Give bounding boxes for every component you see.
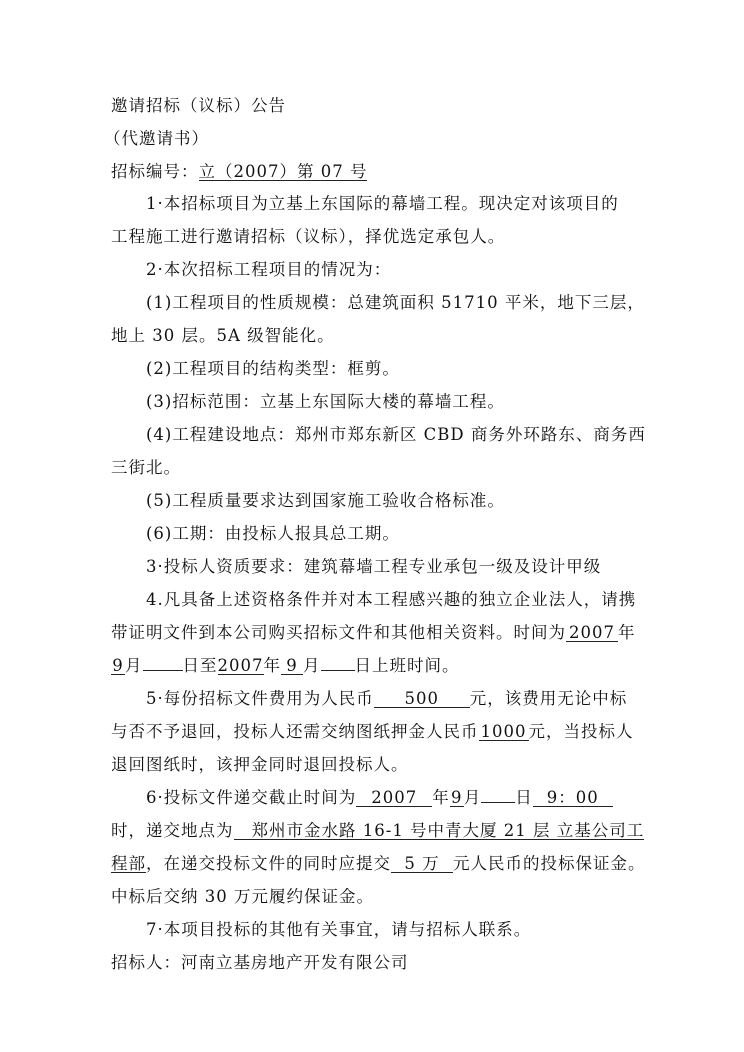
submission-place-cont: 程部 xyxy=(111,854,146,873)
purchase-end-year: 2007 xyxy=(217,656,264,675)
para-7: 7·本项目投标的其他有关事宜，请与招标人联系。 xyxy=(146,920,532,939)
item-5: (5)工程质量要求达到国家施工验收合格标准。 xyxy=(146,491,505,510)
deadline-year: 2007 xyxy=(356,789,432,807)
para-6-line-4: 中标后交纳 30 万元履约保证金。 xyxy=(111,887,374,906)
para-1-line-2: 工程施工进行邀请招标（议标），择优选定承包人。 xyxy=(111,227,506,246)
purchase-end-month: 9 xyxy=(281,657,303,675)
drawing-deposit: 1000 xyxy=(480,722,527,741)
item-1-line-1: (1)工程项目的性质规模：总建筑面积 51710 平米，地下三层， xyxy=(146,293,645,312)
item-3: (3)招标范围：立基上东国际大楼的幕墙工程。 xyxy=(146,392,505,411)
document-fee: 500 xyxy=(374,690,470,708)
para-2: 2·本次招标工程项目的情况为： xyxy=(146,260,392,279)
para-6-line-3: 程部，在递交投标文件的同时应提交 5 万 元人民币的投标保证金。 xyxy=(111,854,646,873)
notice-title: 邀请招标（议标）公告 xyxy=(111,96,286,115)
item-4-line-2: 三街北。 xyxy=(111,458,181,477)
para-5-line-1: 5·每份招标文件费用为人民币 500 元，该费用无论中标 xyxy=(146,689,628,708)
deadline-time: 9：00 xyxy=(533,789,613,807)
purchase-start-month: 9 xyxy=(112,656,124,675)
item-4-line-1: (4)工程建设地点：郑州市郑东新区 CBD 商务外环路东、商务西 xyxy=(146,425,646,444)
submission-place: 郑州市金水路 16-1 号中青大厦 21 层 立基公司工 xyxy=(234,822,645,840)
para-1-line-1: 1·本招标项目为立基上东国际的幕墙工程。现决定对该项目的 xyxy=(146,194,619,213)
notice-subtitle: （代邀请书） xyxy=(104,129,209,148)
bid-number: 招标编号：立（2007）第 07 号 xyxy=(111,162,368,181)
para-5-line-3: 退回图纸时，该押金同时退回投标人。 xyxy=(111,755,409,774)
para-4-line-2: 带证明文件到本公司购买招标文件和其他相关资料。时间为 2007 年 xyxy=(111,623,636,642)
para-5-line-2: 与否不予退回，投标人还需交纳图纸押金人民币 1000 元，当投标人 xyxy=(111,722,634,741)
bid-bond: 5 万 xyxy=(391,855,453,873)
item-2: (2)工程项目的结构类型：框剪。 xyxy=(146,359,400,378)
item-1-line-2: 地上 30 层。5A 级智能化。 xyxy=(111,326,335,345)
item-6: (6)工期：由投标人报具总工期。 xyxy=(146,524,400,543)
purchase-end-day xyxy=(321,670,355,671)
para-4-line-1: 4.凡具备上述资格条件并对本工程感兴趣的独立企业法人，请携 xyxy=(146,590,637,609)
para-3: 3·投标人资质要求：建筑幕墙工程专业承包一级及设计甲级 xyxy=(146,557,602,576)
bid-number-value: 立（2007）第 07 号 xyxy=(198,162,368,181)
purchase-start-day xyxy=(143,670,183,671)
purchase-start-year: 2007 xyxy=(566,624,618,642)
issuer: 招标人：河南立基房地产开发有限公司 xyxy=(111,953,409,972)
para-4-line-3: 9月 日至2007年 9 月 日上班时间。 xyxy=(112,656,460,675)
deadline-day xyxy=(481,802,515,803)
para-6-line-1: 6·投标文件递交截止时间为 2007 年9月 日 9：00 xyxy=(146,784,613,808)
deadline-month: 9 xyxy=(451,788,463,807)
para-6-line-2: 时，递交地点为 郑州市金水路 16-1 号中青大厦 21 层 立基公司工 xyxy=(111,821,645,840)
